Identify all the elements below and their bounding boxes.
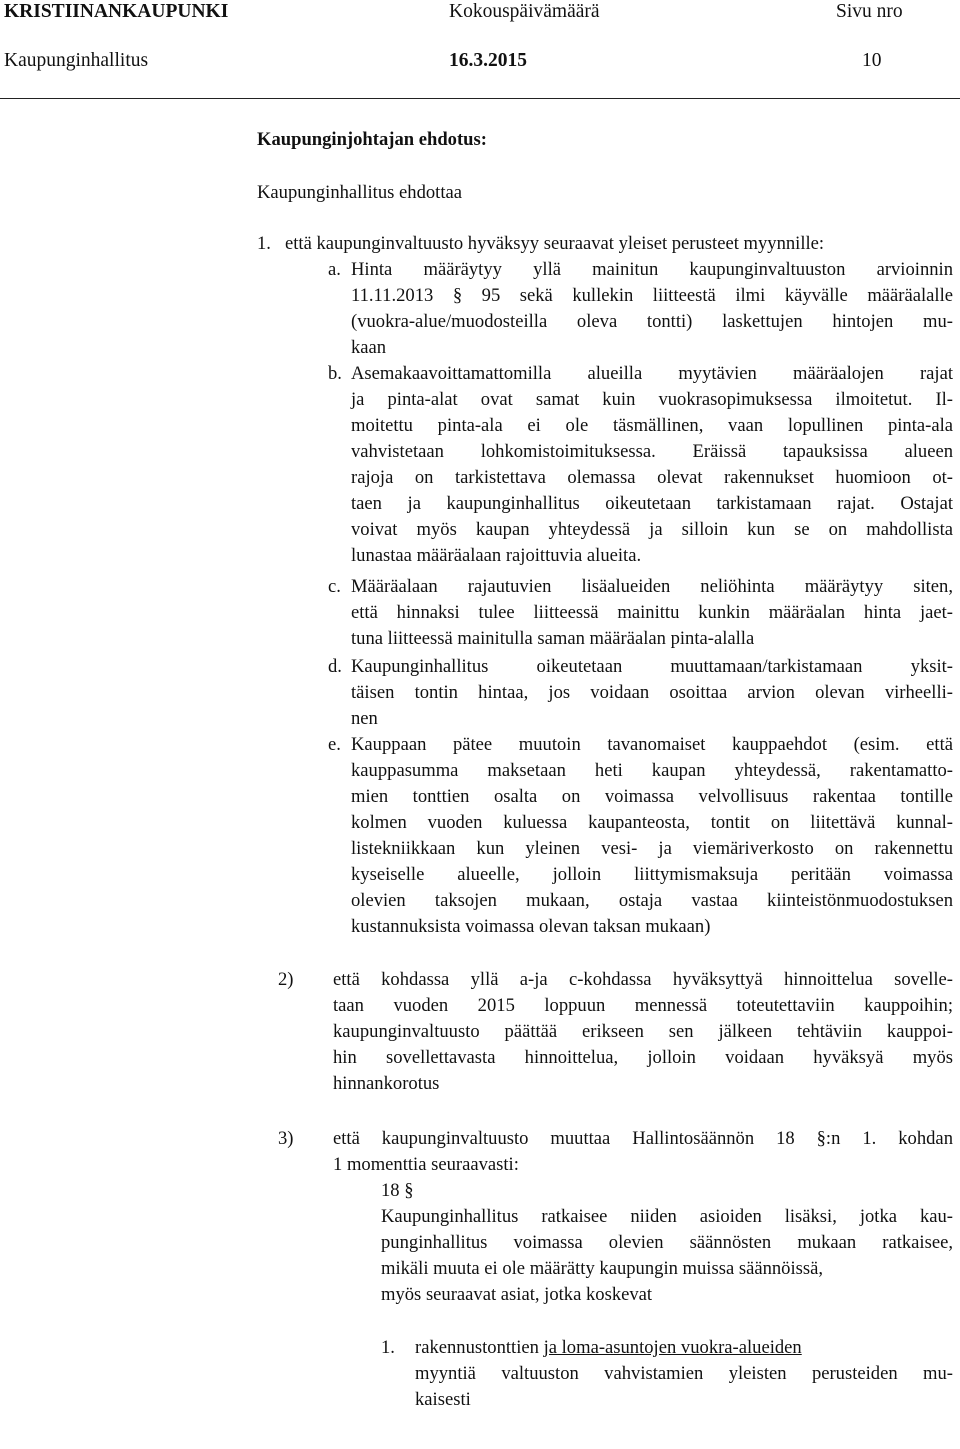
item1-d-line: nen <box>351 708 378 729</box>
item1-c-line: tuna liitteessä mainitulla saman määräalan pinta-alalla <box>351 628 755 649</box>
proposal-heading: Kaupunginjohtajan ehdotus: <box>257 129 487 150</box>
item3-number: 3) <box>278 1128 294 1149</box>
item1-e-line: kauppasumma maksetaan heti kaupan yhteydessä, rakentamatto- <box>351 760 953 781</box>
item1-b-line: Asemakaavoittamattomilla alueilla myytävien määräalojen rajat <box>351 363 953 384</box>
item1-c-label: c. <box>328 576 341 597</box>
proposal-intro: Kaupunginhallitus ehdottaa <box>257 182 463 203</box>
item3-quote-line: Kaupunginhallitus ratkaisee niiden asioiden lisäksi, jotka kau- <box>381 1206 953 1227</box>
header-body: Kaupunginhallitus <box>4 50 149 71</box>
item1-d-line: Kaupunginhallitus oikeutetaan muuttamaan/tarkistamaan yksit- <box>351 656 953 677</box>
item2-line: että kohdassa yllä a-ja c-kohdassa hyväksyttyä hinnoittelua sovelle- <box>333 969 953 990</box>
item2-line: hin sovellettavasta hinnoittelua, jolloin voidaan hyväksyä myös <box>333 1047 953 1068</box>
item1-e-line: listekniikkaan kun yleinen vesi- ja viemäriverkosto on rakennettu <box>351 838 953 859</box>
item3-list-number: 1. <box>381 1337 395 1358</box>
item3-list-line: myyntiä valtuuston vahvistamien yleisten perusteiden mu- <box>415 1363 953 1384</box>
item2-line: taan vuoden 2015 loppuun mennessä toteutettaviin kauppoihin; <box>333 995 953 1016</box>
item1-e-line: Kauppaan pätee muutoin tavanomaiset kauppaehdot (esim. että <box>351 734 953 755</box>
item3-section: 18 § <box>381 1180 414 1201</box>
header-rule <box>0 98 960 99</box>
item1-a-line: kaan <box>351 337 387 358</box>
item3-quote-line: punginhallitus voimassa olevien säännösten mukaan ratkaisee, <box>381 1232 953 1253</box>
item2-line: hinnankorotus <box>333 1073 440 1094</box>
item1-e-label: e. <box>328 734 341 755</box>
item1-number: 1. <box>257 233 271 254</box>
item1-b-line: voivat myös kaupan yhteydessä ja silloin kun se on mahdollista <box>351 519 953 540</box>
item1-b-line: ja pinta-alat ovat samat kuin vuokrasopimuksessa ilmoitetut. Il- <box>351 389 953 410</box>
item1-e-line: kustannuksista voimassa olevan taksan mukaan) <box>351 916 711 937</box>
item3-line: että kaupunginvaltuusto muuttaa Hallintosäännön 18 §:n 1. kohdan <box>333 1128 953 1149</box>
item1-c-line: että hinnaksi tulee liitteessä mainittu kunkin määräalan hinta jaet- <box>351 602 953 623</box>
item1-lead: että kaupunginvaltuusto hyväksyy seuraavat yleiset perusteet myynnille: <box>285 233 825 254</box>
item1-b-label: b. <box>328 363 342 384</box>
item1-d-line: täisen tontin hintaa, jos voidaan osoittaa arvion olevan virheelli- <box>351 682 953 703</box>
item1-b-line: rajoja on tarkistettava olemassa olevat rakennukset huomioon ot- <box>351 467 953 488</box>
header-date: 16.3.2015 <box>449 50 527 71</box>
item1-e-line: kyseiselle alueelle, jolloin liittymismaksuja peritään voimassa <box>351 864 953 885</box>
item3-list-first-line <box>415 1335 802 1361</box>
item1-c-line: Määräalaan rajautuvien lisäalueiden neliöhinta määräytyy siten, <box>351 576 953 597</box>
header-page-label: Sivu nro <box>836 1 903 22</box>
item1-d-label: d. <box>328 656 342 677</box>
item1-b-line: moitettu pinta-ala ei ole täsmällinen, vaan lopullinen pinta-ala <box>351 415 953 436</box>
item2-line: kaupunginvaltuusto päättää erikseen sen jälkeen tehtäviin kauppoi- <box>333 1021 953 1042</box>
item3-list-prefix: rakennustonttien <box>415 1337 544 1358</box>
item3-line: 1 momenttia seuraavasti: <box>333 1154 519 1175</box>
item3-list-underlined: ja loma-asuntojen vuokra-alueiden <box>543 1337 802 1358</box>
item1-a-line: 11.11.2013 § 95 sekä kullekin liitteestä ilmi käyvälle määräalalle <box>351 285 953 306</box>
item1-a-line: Hinta määräytyy yllä mainitun kaupunginvaltuuston arvioinnin <box>351 259 953 280</box>
item3-quote-line: myös seuraavat asiat, jotka koskevat <box>381 1284 653 1305</box>
item1-e-line: kolmen vuoden kuluessa kaupanteosta, tontit on liitettävä kunnal- <box>351 812 953 833</box>
header-org: KRISTIINANKAUPUNKI <box>4 1 229 22</box>
item1-b-line: lunastaa määräalaan rajoittuvia alueita. <box>351 545 642 566</box>
item1-b-line: vahvistetaan lohkomistoimituksessa. Eräissä tapauksissa alueen <box>351 441 953 462</box>
item3-list-line: kaisesti <box>415 1389 471 1410</box>
header-date-label: Kokouspäivämäärä <box>449 1 600 22</box>
item2-number: 2) <box>278 969 294 990</box>
header-page-number: 10 <box>862 50 882 71</box>
item3-quote-line: mikäli muuta ei ole määrätty kaupungin muissa säännöissä, <box>381 1258 824 1279</box>
item1-b-line: taen ja kaupunginhallitus oikeutetaan tarkistamaan rajat. Ostajat <box>351 493 953 514</box>
item1-a-line: (vuokra-alue/muodosteilla oleva tontti) laskettujen hintojen mu- <box>351 311 953 332</box>
item1-a-label: a. <box>328 259 341 280</box>
item1-e-line: mien tonttien osalta on voimassa velvollisuus rakentaa tontille <box>351 786 953 807</box>
item1-e-line: olevien taksojen mukaan, ostaja vastaa kiinteistönmuodostuksen <box>351 890 953 911</box>
